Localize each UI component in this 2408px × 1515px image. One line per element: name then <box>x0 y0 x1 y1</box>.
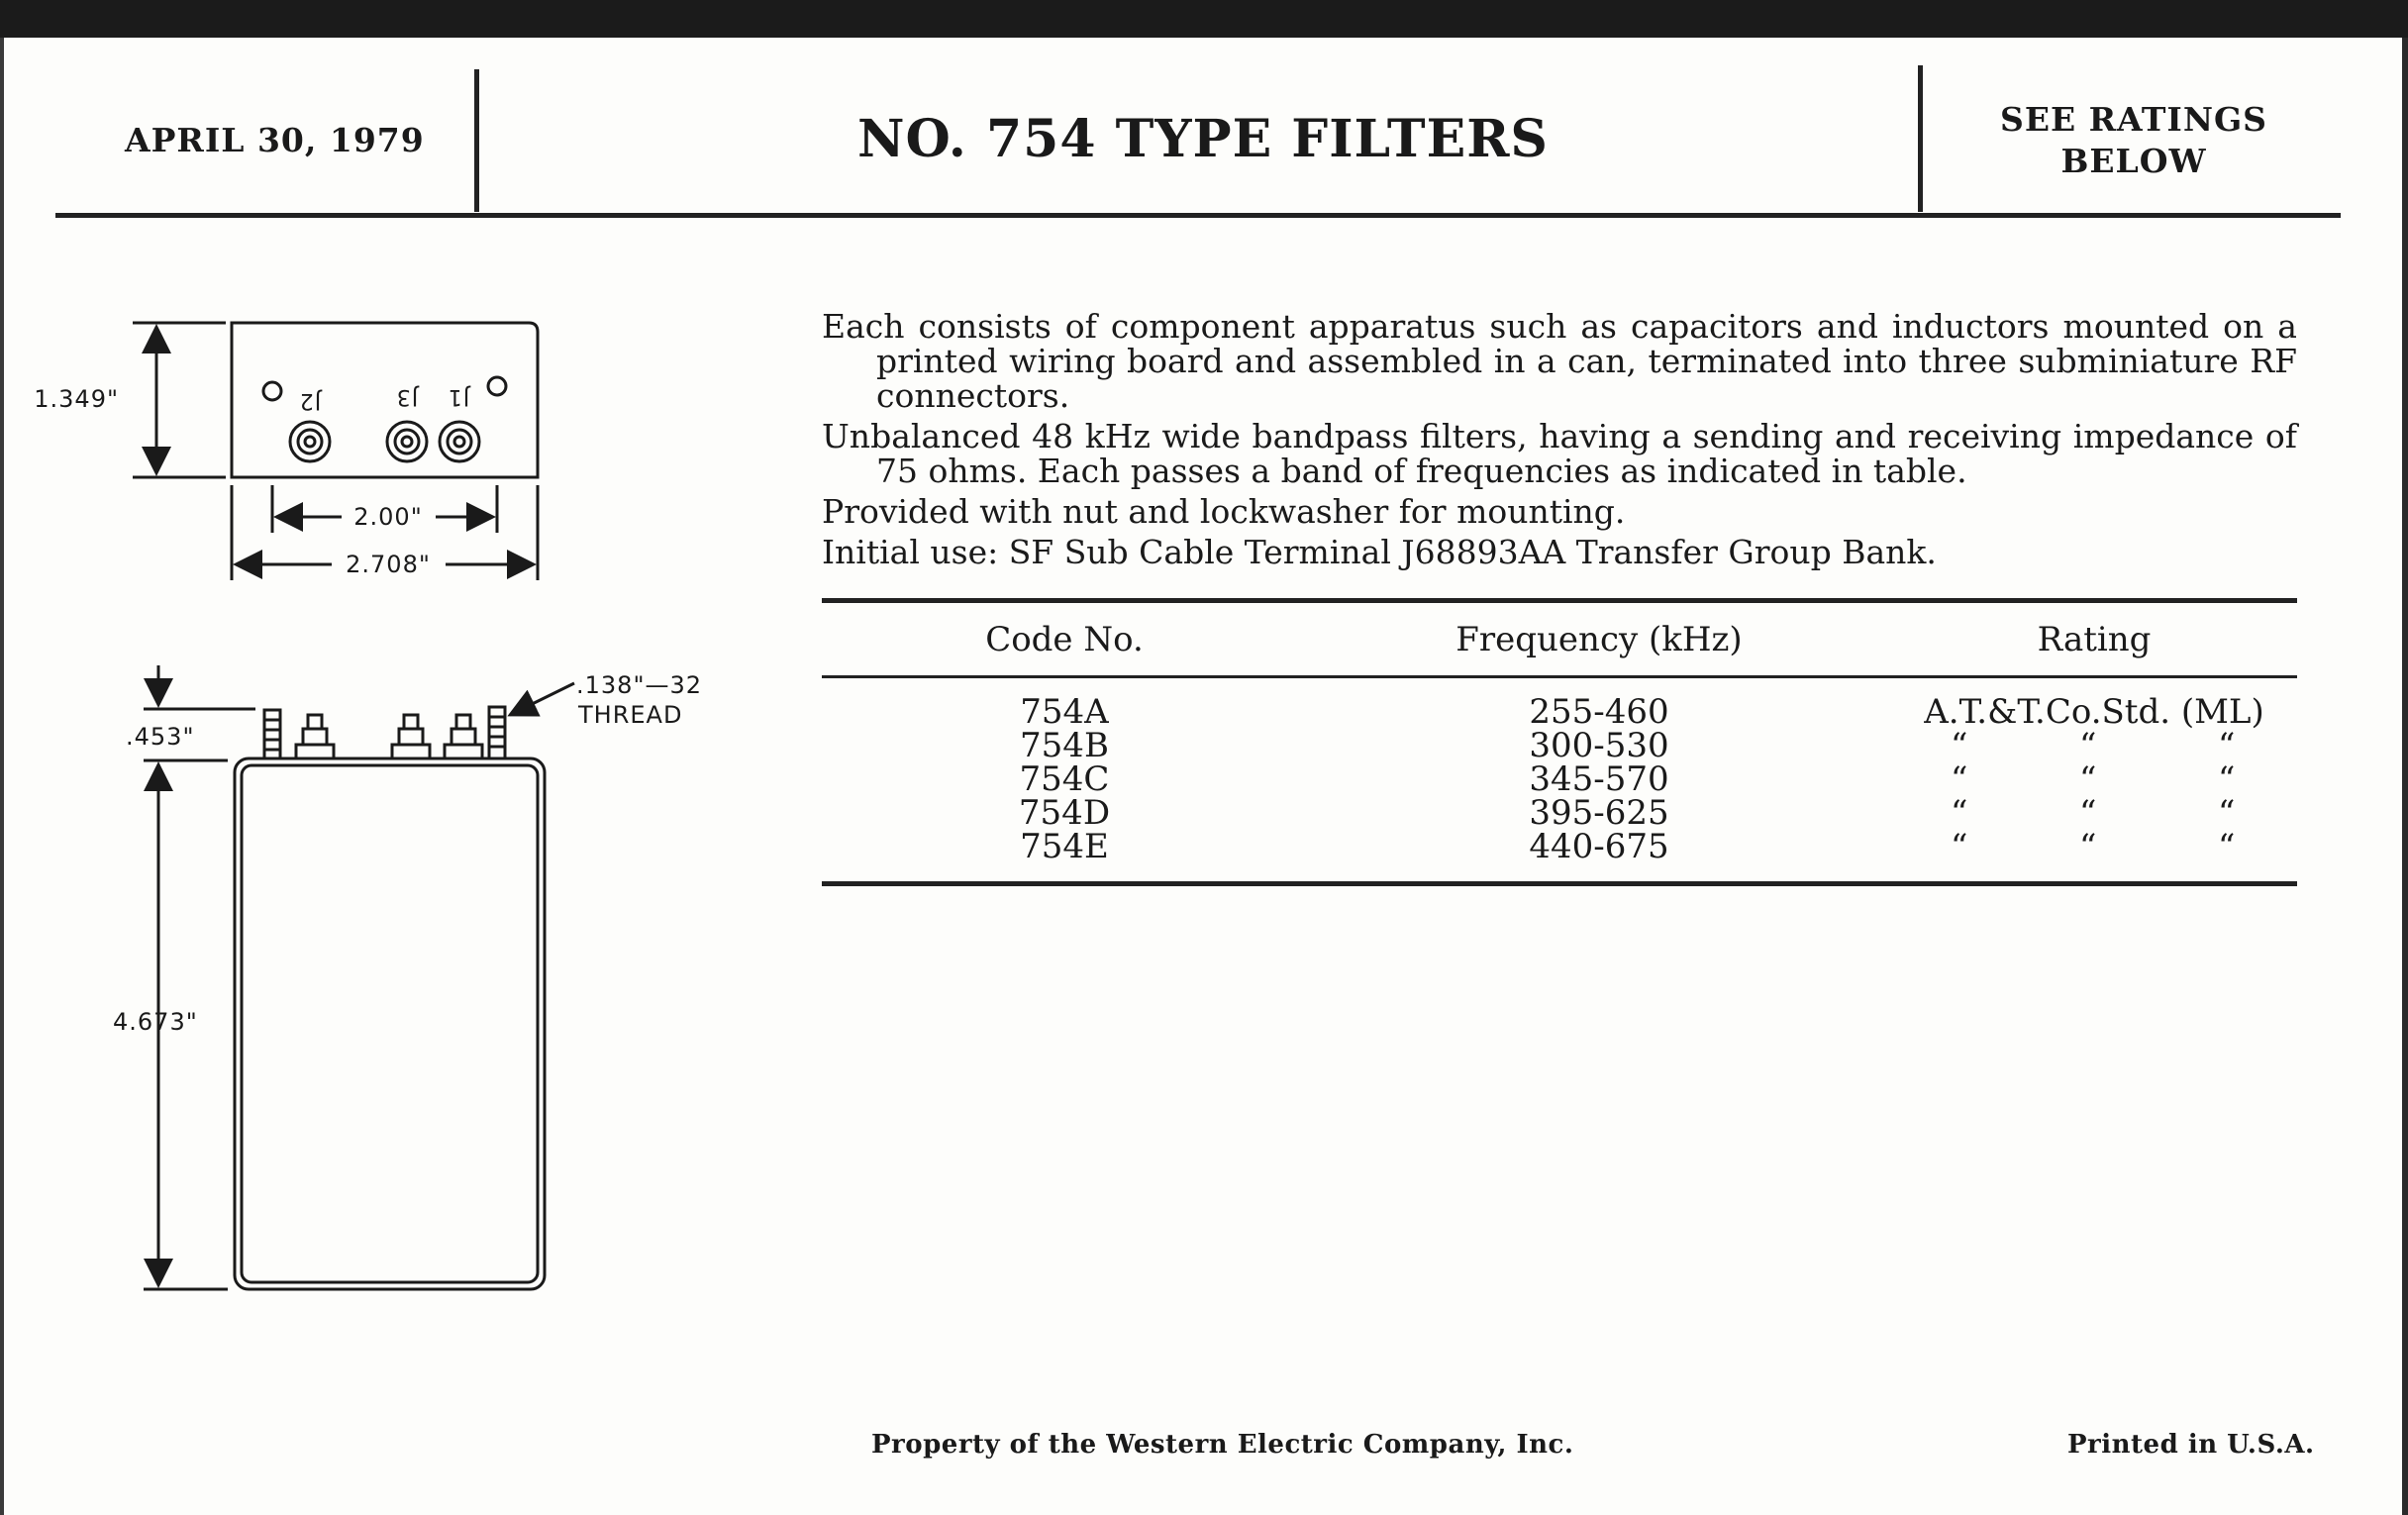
ditto-mark: “ <box>2079 726 2097 765</box>
ditto-mark: “ <box>2218 827 2236 866</box>
connector-icon <box>440 422 479 461</box>
dimension-connector-height: .453" <box>126 723 195 751</box>
ditto-mark: “ <box>2218 726 2236 765</box>
description <box>822 309 2297 575</box>
ditto-mark: “ <box>2218 759 2236 799</box>
cell-code: 754D <box>1018 793 1111 833</box>
thread-callout-size: .138"—32 <box>576 671 703 699</box>
cell-frequency: 440-675 <box>1529 827 1669 866</box>
cell-code: 754A <box>1020 692 1109 732</box>
scan-edge-right <box>2402 38 2408 1515</box>
table-top-rule <box>822 598 2297 603</box>
ditto-mark: “ <box>1951 793 1968 833</box>
description-paragraph: Each consists of component apparatus such as capacitors and inductors mounted on a printed wiring board and assembled in a can, terminated into three subminiature RF connectors. <box>822 307 2297 415</box>
connector-icon <box>290 422 330 461</box>
description-paragraph: Initial use: SF Sub Cable Terminal J68893AA Transfer Group Bank. <box>822 533 1937 571</box>
ditto-mark: “ <box>2079 793 2097 833</box>
cell-frequency: 345-570 <box>1529 759 1669 799</box>
cell-rating <box>1891 827 2297 866</box>
cell-frequency: 395-625 <box>1529 793 1669 833</box>
page-title: NO. 754 TYPE FILTERS <box>857 109 1549 169</box>
ditto-mark: “ <box>2079 827 2097 866</box>
mounting-hole-right <box>488 377 506 395</box>
dimension-height-top: 1.349" <box>34 385 119 413</box>
table-row <box>822 793 2297 833</box>
ratings-note-line2: BELOW <box>2060 142 2207 180</box>
cell-code: 754B <box>1020 726 1109 765</box>
connector-label: J1 <box>447 384 470 409</box>
table-row <box>822 759 2297 799</box>
cell-rating <box>1891 793 2297 833</box>
footer-ownership: Property of the Western Electric Company, Inc. <box>871 1430 1574 1460</box>
ratings-note-line1: SEE RATINGS <box>1999 100 2268 139</box>
table-header-rule <box>822 675 2297 678</box>
connector-post <box>445 715 482 758</box>
connector-icon <box>387 422 427 461</box>
table-row <box>822 827 2297 866</box>
dimension-connector-spacing: 2.00" <box>353 503 423 531</box>
cell-code: 754E <box>1020 827 1109 866</box>
table-row <box>822 692 2297 732</box>
cell-rating <box>1891 759 2297 799</box>
mounting-hole-left <box>263 382 281 400</box>
footer-printed: Printed in U.S.A. <box>2067 1430 2315 1460</box>
threaded-stud-left <box>264 710 280 758</box>
connector-post <box>296 715 334 758</box>
ditto-mark: “ <box>2079 759 2097 799</box>
issue-date: APRIL 30, 1979 <box>125 121 425 159</box>
thread-callout-label: THREAD <box>578 701 683 729</box>
table-bottom-rule <box>822 881 2297 886</box>
connector-post <box>392 715 430 758</box>
table-body <box>822 692 2297 866</box>
ditto-mark: “ <box>1951 827 1968 866</box>
ditto-mark: “ <box>1951 726 1968 765</box>
filter-can-outline <box>235 758 545 1289</box>
ditto-mark: “ <box>2218 793 2236 833</box>
dimension-body-height: 4.673" <box>113 1008 198 1036</box>
ratings-note <box>1941 99 2327 182</box>
column-header-rating: Rating <box>2037 620 2152 659</box>
connector-label: J2 <box>298 388 322 413</box>
cell-frequency: 300-530 <box>1529 726 1669 765</box>
dimension-width: 2.708" <box>346 551 431 578</box>
cell-rating: A.T.&T.Co.Std. (ML) <box>1924 692 2264 732</box>
column-header-frequency: Frequency (kHz) <box>1455 620 1743 659</box>
cell-frequency: 255-460 <box>1529 692 1669 732</box>
filter-dimension-drawing <box>0 0 752 1327</box>
description-paragraph: Provided with nut and lockwasher for mounting. <box>822 492 1626 531</box>
threaded-stud-right <box>489 707 505 758</box>
column-header-code: Code No. <box>985 620 1144 659</box>
cell-code: 754C <box>1019 759 1110 799</box>
description-paragraph: Unbalanced 48 kHz wide bandpass filters, having a sending and receiving impedance of 75 ohms. Each passes a band of frequencies as indicated in table. <box>822 417 2297 490</box>
connector-label: J3 <box>395 384 419 409</box>
ditto-mark: “ <box>1951 759 1968 799</box>
header-divider-right <box>1918 65 1923 212</box>
table-row <box>822 726 2297 765</box>
cell-rating <box>1891 726 2297 765</box>
